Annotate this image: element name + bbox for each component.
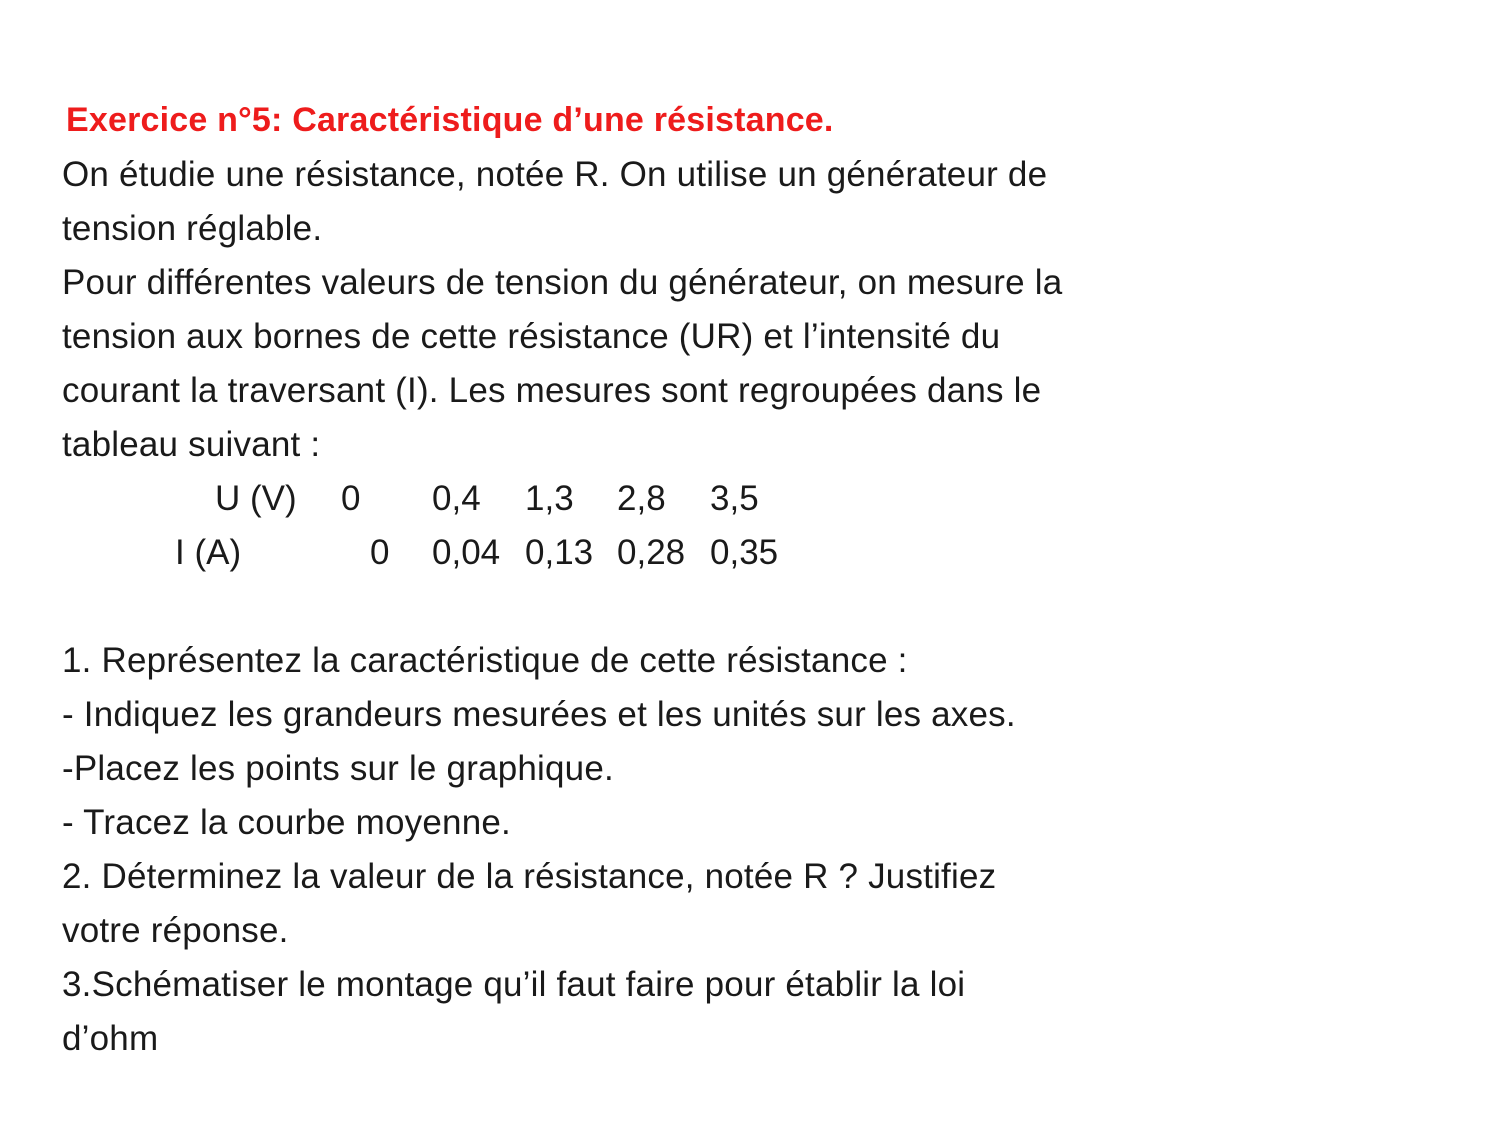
question-line: 2. Déterminez la valeur de la résistance, notée R ? Justifiez [62,857,997,896]
table-cell: 0,04 [432,533,501,572]
table-cell: 1,3 [525,479,574,518]
intro-line: courant la traversant (I). Les mesures sont regroupées dans le [62,371,1042,410]
table-cell: 0,28 [617,533,686,572]
intro-line: tableau suivant : [62,425,321,464]
table-cell: 2,8 [617,479,666,518]
intro-line: tension aux bornes de cette résistance (UR) et l’intensité du [62,317,1001,356]
table-cell: 0,35 [710,533,779,572]
table-cell: 0 [370,533,390,572]
table-cell: 3,5 [710,479,759,518]
question-line: 1. Représentez la caractéristique de cette résistance : [62,641,908,680]
table-cell: 0 [341,479,361,518]
question-line: votre réponse. [62,911,289,950]
exercise-title: Exercice n°5: Caractéristique d’une résistance. [66,101,834,139]
question-line: 3.Schématiser le montage qu’il faut faire pour établir la loi [62,965,966,1004]
intro-line: tension réglable. [62,209,323,248]
question-line: d’ohm [62,1019,159,1058]
row-label-voltage: U (V) [215,479,297,518]
question-line: -Placez les points sur le graphique. [62,749,614,788]
question-line: - Tracez la courbe moyenne. [62,803,511,842]
row-label-current: I (A) [175,533,242,572]
intro-line: Pour différentes valeurs de tension du générateur, on mesure la [62,263,1063,302]
question-line: - Indiquez les grandeurs mesurées et les unités sur les axes. [62,695,1016,734]
table-cell: 0,13 [525,533,594,572]
intro-line: On étudie une résistance, notée R. On utilise un générateur de [62,155,1048,194]
table-cell: 0,4 [432,479,481,518]
